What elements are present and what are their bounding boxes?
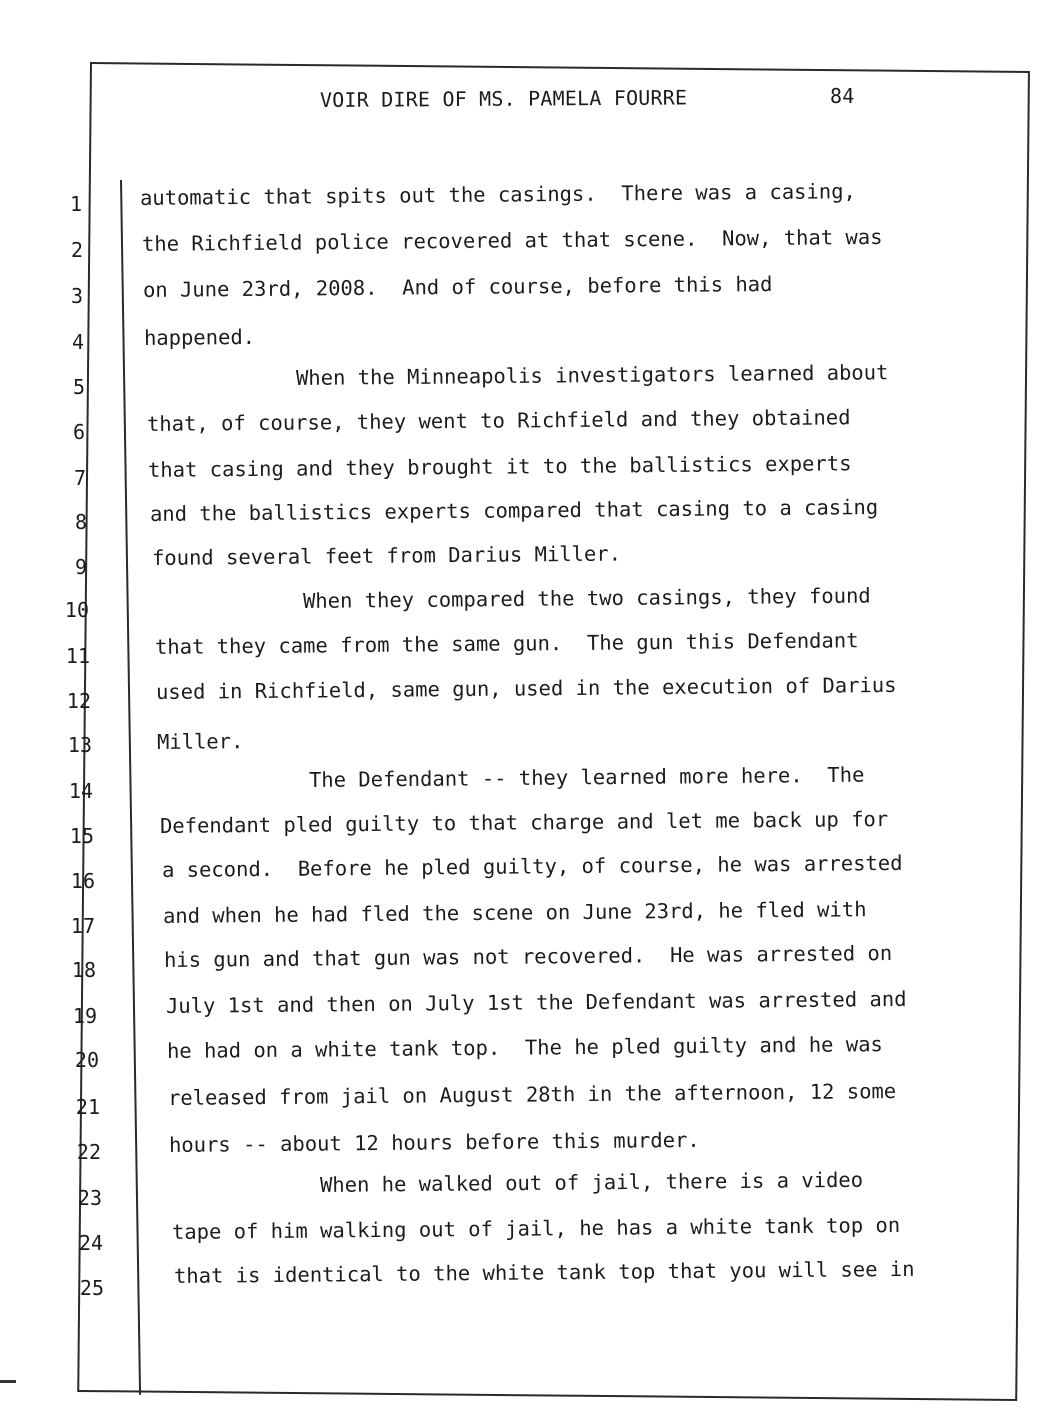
line-number: 18 xyxy=(71,958,96,982)
transcript-line: the Richfield police recovered at that scene. Now, that was xyxy=(141,224,883,256)
transcript-line: and the ballistics experts compared that casing to a casing xyxy=(149,495,879,526)
transcript-line: July 1st and then on July 1st the Defendant was arrested and xyxy=(165,986,907,1018)
line-number: 20 xyxy=(74,1048,99,1072)
transcript-line: automatic that spits out the casings. There was a casing, xyxy=(139,179,856,210)
transcript-line: When the Minneapolis investigators learned about xyxy=(295,360,889,390)
line-number: 14 xyxy=(68,779,93,803)
transcript-line: that casing and they brought it to the ballistics experts xyxy=(147,451,852,482)
transcript-line: The Defendant -- they learned more here. The xyxy=(308,762,865,792)
transcript-line: When they compared the two casings, they found xyxy=(302,583,871,613)
line-number: 15 xyxy=(69,824,94,848)
line-number: 1 xyxy=(69,192,82,216)
line-number: 6 xyxy=(72,420,85,444)
line-number: 25 xyxy=(79,1276,104,1300)
transcript-line: happened. xyxy=(143,324,256,350)
transcript-line: that is identical to the white tank top that you will see in xyxy=(173,1256,915,1288)
transcript-line: his gun and that gun was not recovered. He was arrested on xyxy=(163,941,893,972)
transcript-line: and when he had fled the scene on June 23rd, he fled with xyxy=(162,897,867,928)
transcript-line: Miller. xyxy=(156,729,244,754)
line-number: 10 xyxy=(64,598,89,622)
line-number: 17 xyxy=(70,914,95,938)
line-number: 21 xyxy=(75,1095,100,1119)
line-number: 13 xyxy=(67,733,92,757)
line-number: 16 xyxy=(70,869,95,893)
transcript-line: that they came from the same gun. The gun this Defendant xyxy=(154,628,859,659)
transcript-line: a second. Before he pled guilty, of course, he was arrested xyxy=(161,850,903,882)
page-title: VOIR DIRE OF MS. PAMELA FOURRE xyxy=(319,85,688,112)
transcript-line: found several feet from Darius Miller. xyxy=(151,541,622,570)
line-number: 7 xyxy=(73,466,86,490)
line-number: 9 xyxy=(74,555,87,579)
line-number: 24 xyxy=(78,1231,103,1255)
line-number: 8 xyxy=(74,510,87,534)
line-number: 19 xyxy=(72,1004,97,1028)
transcript-line: released from jail on August 28th in the afternoon, 12 some xyxy=(167,1079,897,1110)
line-number: 12 xyxy=(66,689,91,713)
transcript-line: on June 23rd, 2008. And of course, before this had xyxy=(142,271,773,302)
line-number: 2 xyxy=(70,238,83,262)
page-number: 84 xyxy=(830,84,855,108)
transcript-line: used in Richfield, same gun, used in the execution of Darius xyxy=(155,672,897,704)
line-number: 23 xyxy=(77,1186,102,1210)
line-number: 5 xyxy=(72,375,85,399)
transcript-line: When he walked out of jail, there is a video xyxy=(319,1167,864,1197)
line-number: 22 xyxy=(76,1140,101,1164)
scan-edge-mark xyxy=(0,1380,16,1383)
transcript-line: hours -- about 12 hours before this murder. xyxy=(168,1127,700,1157)
line-number: 3 xyxy=(70,284,83,308)
transcript-line: he had on a white tank top. The he pled guilty and he was xyxy=(166,1032,883,1063)
line-number: 11 xyxy=(65,644,90,668)
line-number: 4 xyxy=(71,330,84,354)
transcript-line: tape of him walking out of jail, he has a white tank top on xyxy=(171,1213,901,1244)
transcript-line: Defendant pled guilty to that charge and let me back up for xyxy=(159,807,889,838)
transcript-line: that, of course, they went to Richfield and they obtained xyxy=(146,405,851,436)
